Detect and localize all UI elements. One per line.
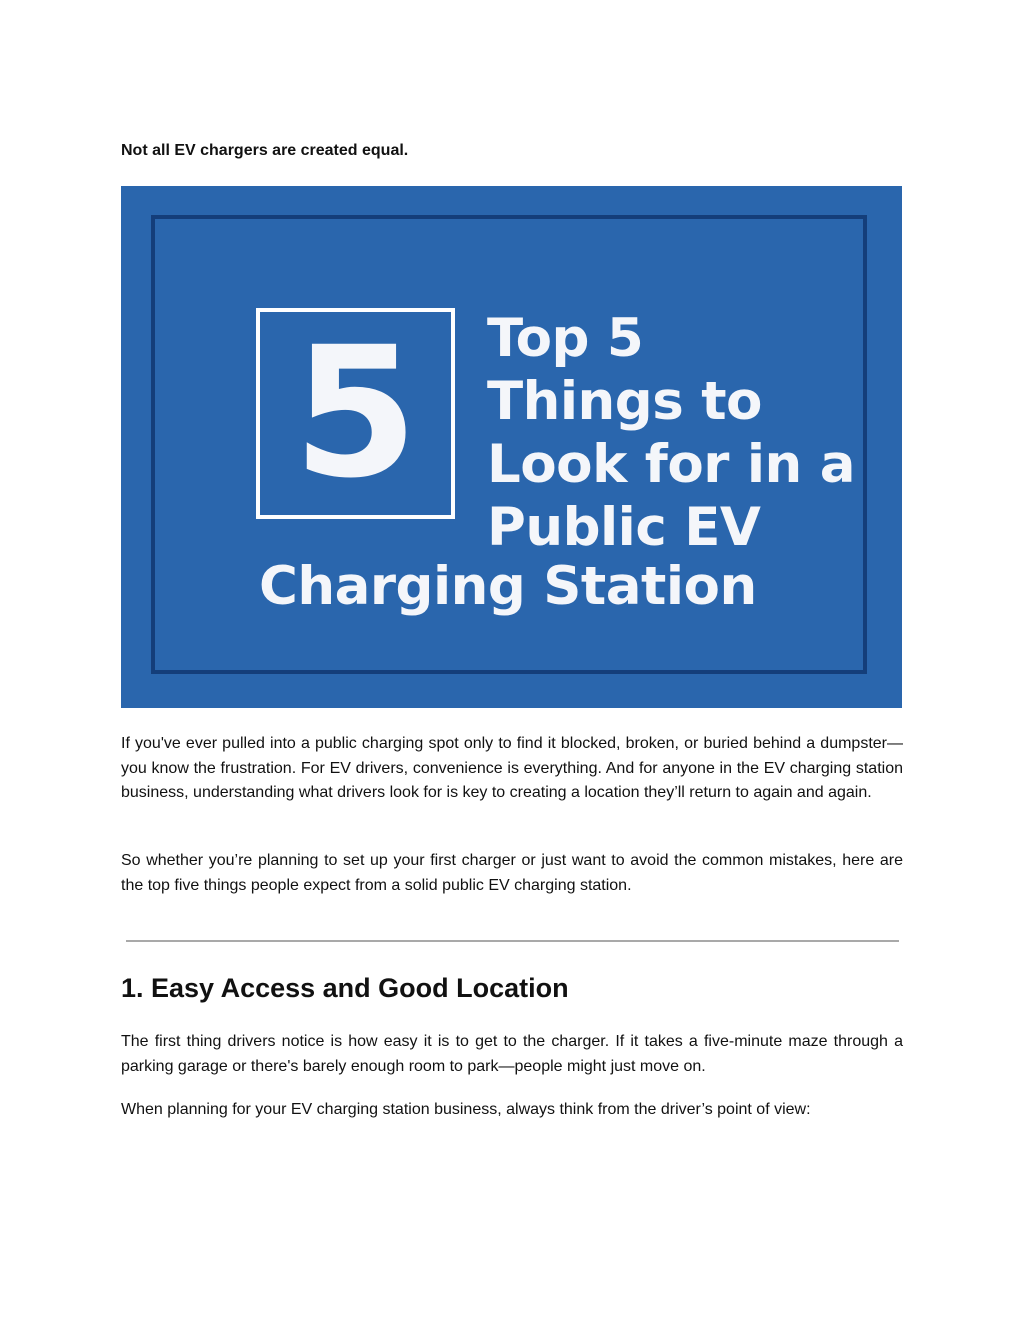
- body-paragraph-2: So whether you’re planning to set up your first charger or just want to avoid the common mistakes, here are the top five things people expect from a solid public EV charging station.: [121, 852, 903, 894]
- section-divider: [126, 940, 899, 942]
- hero-number: 5: [292, 309, 419, 518]
- section-heading-1: 1. Easy Access and Good Location: [121, 973, 569, 1003]
- hero-title-line: Things to: [487, 371, 762, 432]
- hero-title-line: Look for in a: [487, 434, 855, 495]
- hero-title-line: Public EV: [487, 497, 761, 558]
- hero-number-box: [256, 308, 455, 519]
- hero-title-line: Top 5: [487, 308, 644, 369]
- hero-title: [487, 307, 855, 559]
- hero-banner-image: [121, 186, 902, 708]
- hero-frame: [151, 215, 867, 674]
- body-paragraph-3: The first thing drivers notice is how easy it is to get to the charger. If it takes a five-minute maze through a parking garage or there's barely enough room to park—people might just move on.: [121, 1033, 903, 1075]
- hero-title-last-line: Charging Station: [259, 556, 757, 617]
- body-paragraph-4: When planning for your EV charging station business, always think from the driver’s point of view:: [121, 1101, 811, 1118]
- intro-line: Not all EV chargers are created equal.: [121, 142, 409, 159]
- body-paragraph-1: If you've ever pulled into a public charging spot only to find it blocked, broken, or buried behind a dumpster—you know the frustration. For EV drivers, convenience is everything. And for anyone in the EV charging station business, understanding what drivers look for is key to creating a location they’ll return to again and again.: [121, 735, 903, 801]
